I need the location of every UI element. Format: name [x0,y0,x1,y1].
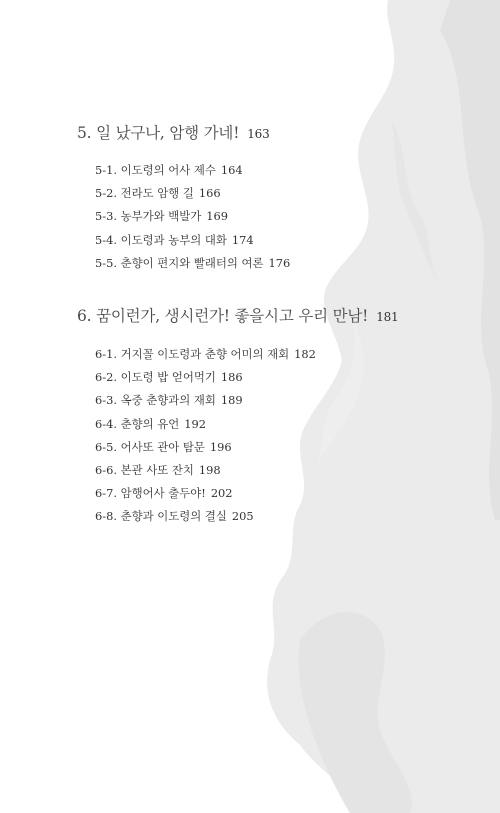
section-item [95,205,290,228]
section-title: 5-4. 이도령과 농부의 대화 [95,232,227,247]
chapter-page-number: 163 [247,127,270,141]
section-title: 6-8. 춘향과 이도령의 결실 [95,509,227,524]
section-page-number: 166 [198,186,221,201]
section-page-number: 176 [268,255,291,270]
section-item [95,366,316,389]
section-title: 5-2. 전라도 암행 길 [95,186,194,201]
chapter-6-heading [77,304,399,326]
section-item [95,159,290,182]
chapter-5-heading [77,121,270,143]
section-item [95,389,316,412]
section-page-number: 164 [220,163,243,177]
section-title: 6-2. 이도령 밥 얻어먹기 [95,370,216,385]
chapter-title: 6. 꿈이런가, 생시런가! 좋을시고 우리 만남! [77,307,369,325]
section-item [95,343,316,366]
section-page-number: 196 [209,439,232,454]
section-page-number: 192 [184,416,206,431]
chapter-page-number: 181 [376,310,399,324]
section-page-number: 169 [206,209,228,224]
section-title: 6-1. 거지꼴 이도령과 춘향 어미의 재회 [95,347,290,361]
section-page-number: 182 [294,347,316,361]
section-item [95,505,316,528]
section-title: 6-5. 어사또 관아 탐문 [95,439,205,454]
section-item [95,436,316,459]
section-title: 5-1. 이도령의 어사 제수 [95,163,216,177]
section-page-number: 186 [220,370,243,385]
section-page-number: 205 [231,509,254,524]
chapter-5-section-list [95,159,290,275]
section-title: 6-4. 춘향의 유언 [95,416,180,431]
section-title: 5-5. 춘향이 편지와 빨래터의 여론 [95,255,264,270]
section-item [95,459,316,482]
section-item [95,482,316,505]
section-page-number: 198 [198,462,221,477]
section-item [95,229,290,252]
section-item [95,413,316,436]
chapter-6-section-list [95,343,316,529]
section-title: 6-3. 옥중 춘향과의 재회 [95,393,216,408]
section-title: 6-7. 암행어사 출두야! [95,486,206,501]
section-item [95,182,290,205]
section-title: 6-6. 본관 사또 잔치 [95,462,194,477]
section-title: 5-3. 농부가와 백발가 [95,209,202,224]
section-page-number: 189 [220,393,243,408]
section-item [95,252,290,275]
section-page-number: 174 [231,232,254,247]
chapter-title: 5. 일 났구나, 암행 가네! [77,124,240,142]
section-page-number: 202 [210,486,233,501]
